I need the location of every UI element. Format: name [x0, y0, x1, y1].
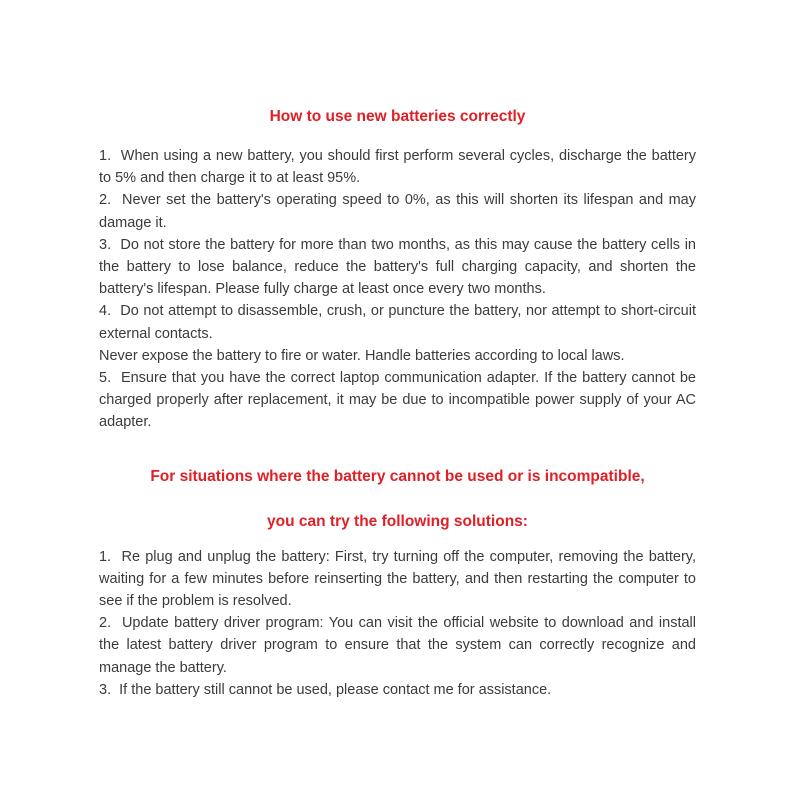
- solution-item-3: 3. If the battery still cannot be used, please contact me for assistance.: [99, 681, 552, 698]
- instruction-item-5: 5. Ensure that you have the correct laptop communication adapter. If the battery cannot be charged properly after replacement, it may be due to incompatible power supply of your AC adapter.: [99, 370, 701, 431]
- instruction-item-4: 4. Do not attempt to disassemble, crush, or puncture the battery, nor attempt to short-circuit external contacts.: [99, 303, 701, 342]
- document-page: [99, 0, 701, 701]
- section1-title: How to use new batteries correctly: [269, 108, 526, 125]
- instruction-item-1: 1. When using a new battery, you should first perform several cycles, discharge the battery to 5% and then charge it to at least 95%.: [99, 148, 701, 187]
- section2-body: [99, 546, 701, 701]
- instruction-item-2: 2. Never set the battery's operating speed to 0%, as this will shorten its lifespan and may damage it.: [99, 192, 701, 231]
- section1-body: [99, 145, 701, 434]
- instruction-item-3: 3. Do not store the battery for more than two months, as this may cause the battery cells in the battery to lose balance, reduce the battery's full charging capacity, and shorten the battery's lifespan. Please fully charge at least once every two months.: [99, 236, 701, 298]
- section2-title-line2: you can try the following solutions:: [267, 512, 528, 530]
- solution-item-1: 1. Re plug and unplug the battery: First, try turning off the computer, removing the battery, waiting for a few minutes before reinserting the battery, and then restarting the computer to see if the problem is resolved.: [99, 548, 701, 610]
- instruction-note: Never expose the battery to fire or water. Handle batteries according to local laws.: [99, 347, 625, 364]
- section2-title-line1: For situations where the battery cannot be used or is incompatible,: [150, 467, 645, 485]
- solution-item-2: 2. Update battery driver program: You can visit the official website to download and install the latest battery driver program to ensure that the system can correctly recognize and manage the battery.: [99, 615, 701, 676]
